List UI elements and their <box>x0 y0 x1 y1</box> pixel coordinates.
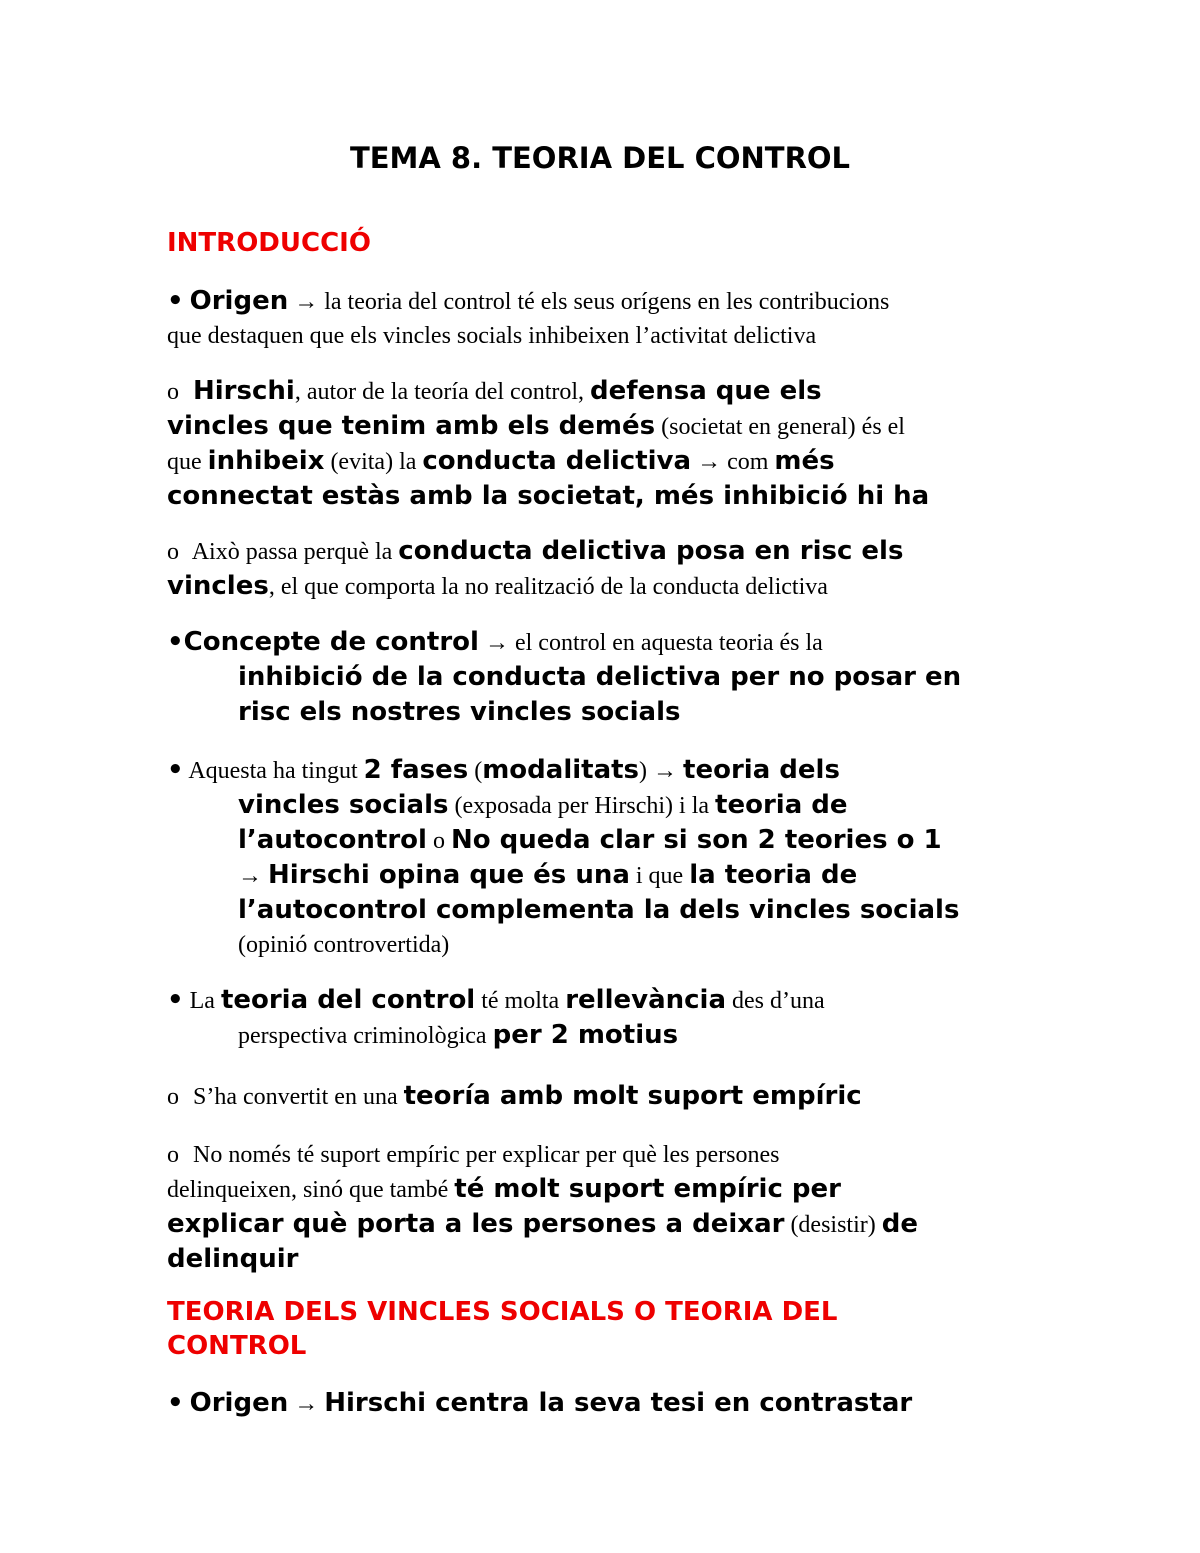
text-run: i que <box>629 863 690 889</box>
bold-term: teoria dels <box>683 755 840 785</box>
text-run: ) → <box>639 758 684 784</box>
bold-term: més <box>774 446 835 476</box>
text-run: té molta <box>475 988 566 1014</box>
bold-term: Concepte de control <box>183 627 479 657</box>
bold-term: 2 fases <box>363 755 469 785</box>
bold-term: explicar què porta a les persones a deixar <box>167 1209 785 1239</box>
bold-term: Hirschi <box>193 376 295 406</box>
bold-term: Hirschi opina que és una <box>268 860 630 890</box>
text-run: Això passa perquè la <box>191 539 399 565</box>
bold-term: teoria del control <box>220 985 476 1015</box>
bold-term: conducta delictiva posa en risc els <box>398 536 904 566</box>
paragraph-suport-empiric <box>167 1079 1037 1114</box>
text-run: o <box>426 828 451 854</box>
bullet-marker: • <box>167 985 184 1015</box>
paragraph-aixo-passa <box>167 534 1037 604</box>
bold-term: l’autocontrol complementa la dels vincles socials <box>238 895 960 925</box>
paragraph-fases <box>167 753 1037 962</box>
bold-term: modalitats <box>482 755 640 785</box>
text-run: → com <box>691 449 775 475</box>
section-heading-introduccio: INTRODUCCIÓ <box>167 228 371 258</box>
paragraph-origen <box>167 284 1037 353</box>
heading-line: TEORIA DELS VINCLES SOCIALS O TEORIA DEL <box>167 1297 838 1327</box>
text-run: des d’una <box>726 988 825 1014</box>
bold-term: la teoria de <box>689 860 858 890</box>
text-run: delinqueixen, sinó que també <box>167 1177 455 1203</box>
text-run: → la teoria del control té els seus orígens en les contribucions <box>288 289 890 315</box>
bold-term: No queda clar si son 2 teories o 1 <box>450 825 942 855</box>
paragraph-hirschi <box>167 374 1037 514</box>
text-run: No només té suport empíric per explicar per què les persones <box>193 1142 780 1168</box>
bullet-marker: • <box>167 627 184 657</box>
bold-term: connectat estàs amb la societat, més inhibició hi ha <box>167 481 930 511</box>
paragraph-concepte-control <box>167 625 1037 730</box>
bold-term: inhibició de la conducta delictiva per no posar en <box>238 662 962 692</box>
document-title: TEMA 8. TEORIA DEL CONTROL <box>349 141 851 175</box>
bold-term: Hirschi centra la seva tesi en contrastar <box>324 1388 913 1418</box>
text-run: S’ha convertit en una <box>193 1084 404 1110</box>
bold-term: conducta delictiva <box>422 446 692 476</box>
sub-bullet-marker: o <box>167 379 179 405</box>
bold-term: rellevància <box>565 985 726 1015</box>
text-run: que destaquen que els vincles socials inhibeixen l’activitat delictiva <box>167 323 817 349</box>
sub-bullet-marker: o <box>167 1142 179 1168</box>
text-run: (societat en general) és el <box>655 414 905 440</box>
bullet-marker: • <box>167 755 184 785</box>
paragraph-origen-hirschi <box>167 1386 1037 1421</box>
text-run: (exposada per Hirschi) i la <box>448 793 716 819</box>
text-run: , el que comporta la no realització de la conducta delictiva <box>268 574 828 600</box>
section-heading-vincles-socials <box>167 1295 837 1363</box>
bold-term: vincles socials <box>238 790 449 820</box>
bold-term: per 2 motius <box>492 1020 679 1050</box>
bold-term: Origen <box>189 1388 289 1418</box>
paragraph-desistir <box>167 1138 1037 1277</box>
text-run: → el control en aquesta teoria és la <box>478 630 823 656</box>
sub-bullet-marker: o <box>167 539 179 565</box>
bold-term: teoria de <box>715 790 848 820</box>
text-run: , autor de la teoría del control, <box>294 379 591 405</box>
bold-term: risc els nostres vincles socials <box>238 697 681 727</box>
sub-bullet-marker: o <box>167 1084 179 1110</box>
bold-term: l’autocontrol <box>238 825 427 855</box>
text-run: perspectiva criminològica <box>238 1023 493 1049</box>
bold-term: Origen <box>189 286 289 316</box>
bold-term: defensa que els <box>590 376 822 406</box>
text-run: ( <box>468 758 483 784</box>
bold-term: inhibeix <box>207 446 325 476</box>
bullet-marker: • <box>167 1388 184 1418</box>
bold-term: té molt suport empíric per <box>454 1174 842 1204</box>
bold-term: vincles <box>167 571 269 601</box>
text-run: que <box>167 449 208 475</box>
paragraph-rellevancia <box>167 983 1037 1053</box>
bold-term: teoría amb molt suport empíric <box>403 1081 862 1111</box>
bold-term: vincles que tenim amb els demés <box>167 411 656 441</box>
text-run: (evita) la <box>324 449 423 475</box>
text-run: (desistir) <box>784 1212 882 1238</box>
text-run: → <box>238 863 268 889</box>
heading-line: CONTROL <box>167 1331 307 1361</box>
text-run: (opinió controvertida) <box>238 932 450 958</box>
bold-term: delinquir <box>167 1244 299 1274</box>
bullet-marker: • <box>167 286 184 316</box>
text-run: La <box>189 988 221 1014</box>
text-run: → <box>288 1391 325 1417</box>
bold-term: de <box>881 1209 918 1239</box>
text-run: Aquesta ha tingut <box>188 758 364 784</box>
